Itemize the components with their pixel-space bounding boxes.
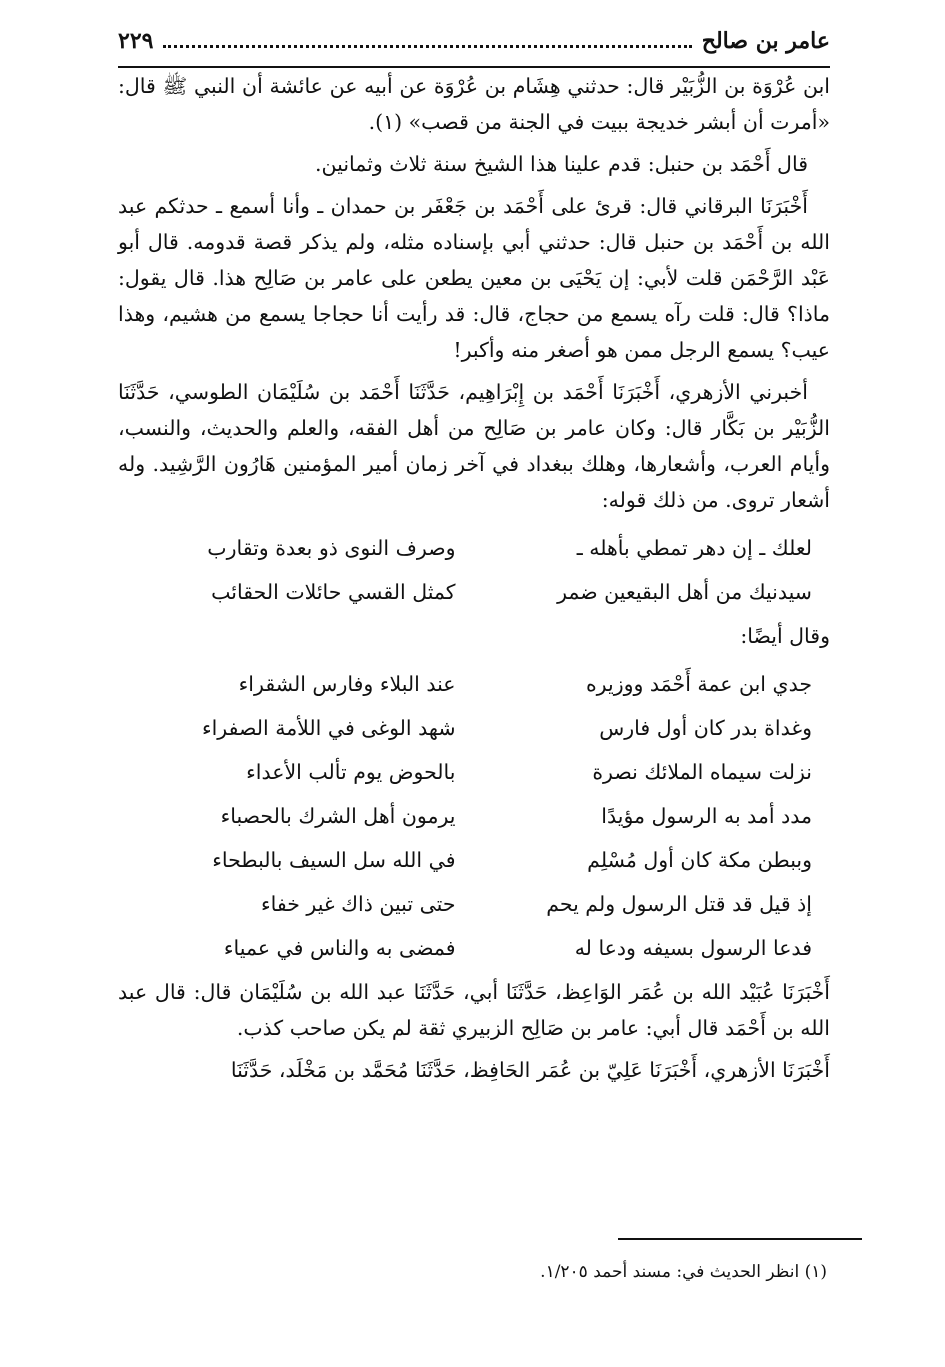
- verse-second-hemistich: حتى تبين ذاك غير خفاء: [260, 892, 456, 916]
- main-text-continued: [118, 974, 830, 1088]
- verse-second-hemistich: فمضى به والناس في عمياء: [223, 936, 456, 960]
- verse-line: [118, 794, 830, 838]
- paragraph: قال أَحْمَد بن حنبل: قدم علينا هذا الشيخ سنة ثلاث وثمانين.: [315, 152, 808, 176]
- verse-first-hemistich: وغداة بدر كان أول فارس: [599, 716, 812, 740]
- verse-second-hemistich: عند البلاء وفارس الشقراء: [238, 672, 456, 696]
- verse-second-hemistich: يرمون أهل الشرك بالحصباء: [220, 804, 456, 828]
- verse-first-hemistich: إذ قيل قد قتل الرسول ولم يحم: [546, 892, 812, 916]
- verse-line: [118, 526, 830, 570]
- verse-second-hemistich: شهد الوغى في اللأمة الصفراء: [201, 716, 456, 740]
- verse-line: [118, 570, 830, 614]
- verse-first-hemistich: فدعا الرسول بسيفه ودعا له: [574, 936, 812, 960]
- verse-line: [118, 926, 830, 970]
- paragraph: ابن عُرْوَة بن الزُّبَيْر قال: حدثني هِشَام بن عُرْوَة عن أبيه عن عائشة أن النبي ﷺ قال: «أمرت أن أبشر خديجة ببيت في الجنة من قصب» (١).: [118, 74, 830, 134]
- verse-first-hemistich: لعلك ـ إن دهر تمطي بأهله ـ: [576, 536, 812, 560]
- page-number: ٢٢٩: [118, 28, 154, 54]
- paragraph: أَخْبَرَنَا الأزهري، أَخْبَرَنَا عَلِيّ بن عُمَر الحَافِظ، حَدَّثَنَا مُحَمَّد بن مَخْلَد، حَدَّثَنَا: [230, 1058, 830, 1082]
- poem-2-intro: وقال أيضًا:: [740, 624, 830, 648]
- footnote: (١) انظر الحديث في: مسند أحمد ١/٢٠٥.: [540, 1262, 827, 1282]
- footnote-separator: [618, 1238, 862, 1240]
- verse-first-hemistich: نزلت سيماه الملائك نصرة: [592, 760, 812, 784]
- verse-first-hemistich: جدي ابن عمة أَحْمَد ووزيره: [585, 672, 812, 696]
- verse-first-hemistich: وببطن مكة كان أول مُسْلِم: [587, 848, 812, 872]
- verse-second-hemistich: في الله سل السيف بالبطحاء: [212, 848, 456, 872]
- verse-first-hemistich: مدد أمد به الرسول مؤيدًا: [601, 804, 812, 828]
- paragraph: أَخْبَرَنَا عُبَيْد الله بن عُمَر الوَاعِظ، حَدَّثَنَا أبي، حَدَّثَنَا عبد الله بن سُلَيْمَان قال: قال عبد الله بن أَحْمَد قال أبي: عامر بن صَالِح الزبيري ثقة لم يكن صاحب كذب.: [118, 980, 830, 1040]
- verse-line: [118, 706, 830, 750]
- poem-1: [118, 526, 830, 614]
- poem-2: [118, 662, 830, 970]
- paragraph: أخبرني الأزهري، أَخْبَرَنَا أَحْمَد بن إِبْرَاهِيم، حَدَّثَنَا أَحْمَد بن سُلَيْمَان الطوسي، حَدَّثَنَا الزُّبَيْر بن بَكَّار قال: وكان عامر بن صَالِح من أهل الفقه، والعلم والحديث، والنسب، وأيام العرب، وأشعارها، وهلك ببغداد في آخر زمان أمير المؤمنين هَارُون الرَّشِيد. وله أشعار تروى. من ذلك قوله:: [118, 380, 830, 512]
- verse-line: [118, 838, 830, 882]
- verse-second-hemistich: بالحوض يوم تألب الأعداء: [246, 760, 456, 784]
- book-page: [118, 28, 830, 1088]
- verse-second-hemistich: كمثل القسي حائلات الحقائب: [211, 580, 456, 604]
- verse-line: [118, 750, 830, 794]
- running-title: عامر بن صالح: [701, 28, 830, 54]
- verse-line: [118, 662, 830, 706]
- main-text: [118, 68, 830, 518]
- page-header: [118, 28, 830, 68]
- verse-line: [118, 882, 830, 926]
- header-leader-dots: [163, 31, 691, 48]
- verse-first-hemistich: سيدنيك من أهل البقيعين ضمر: [557, 580, 812, 604]
- verse-second-hemistich: وصرف النوى ذو بعدة وتقارب: [207, 536, 456, 560]
- paragraph: أَخْبَرَنَا البرقاني قال: قرئ على أَحْمَد بن جَعْفَر بن حمدان ـ وأنا أسمع ـ حدثكم عبد الله بن أَحْمَد بن حنبل قال: حدثني أبي بإسناده مثله، ولم يذكر قصة قدومه. قال أبو عَبْد الرَّحْمَن قلت لأبي: إن يَحْيَى بن معين يطعن على عامر بن صَالِح هذا. قال يقول: ماذا؟ قال: قلت رآه يسمع من حجاج، قال: قد رأيت أنا حجاجا يسمع من هشيم، وهذا عيب؟ يسمع الرجل ممن هو أصغر منه وأكبر!: [118, 194, 830, 362]
